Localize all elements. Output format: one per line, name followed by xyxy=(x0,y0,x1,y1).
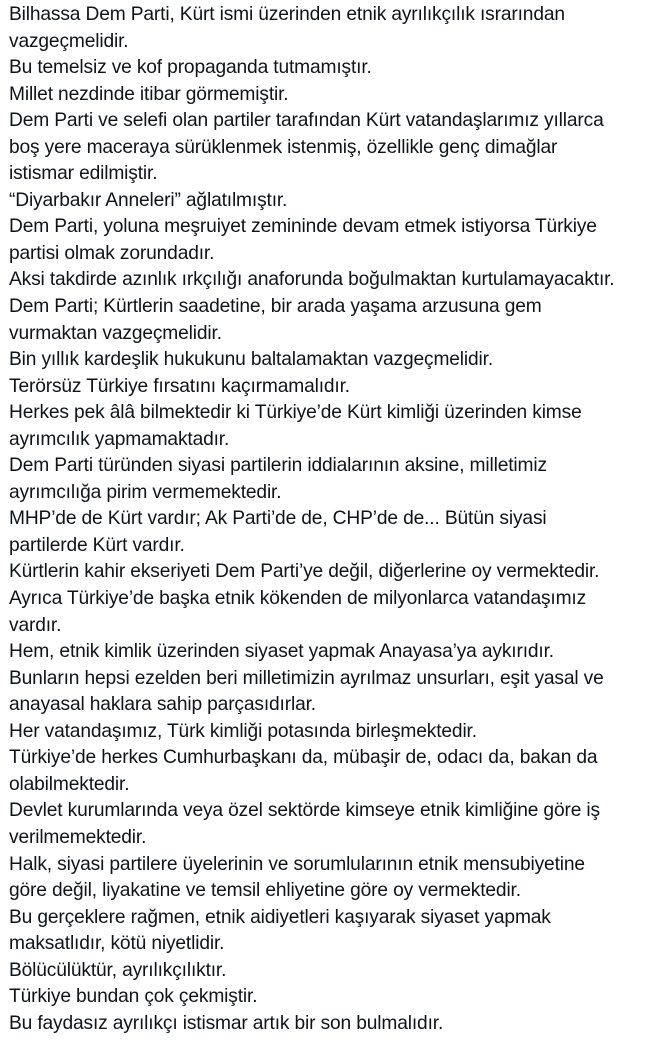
paragraph xyxy=(9,745,650,798)
text-line: Herkes pek âlâ bilmektedir ki Türkiye’de Kürt kimliği üzerinden kimse xyxy=(9,402,582,424)
paragraph xyxy=(9,2,650,55)
text-line: Bu temelsiz ve kof propaganda tutmamıştır. xyxy=(9,57,372,79)
text-line: verilmemektedir. xyxy=(9,826,147,848)
paragraph xyxy=(9,719,650,746)
text-line: Dem Parti, yoluna meşruiyet zemininde devam etmek istiyorsa Türkiye xyxy=(9,216,597,238)
text-line: Türkiye bundan çok çekmiştir. xyxy=(9,986,258,1008)
paragraph xyxy=(9,852,650,905)
text-line: olabilmektedir. xyxy=(9,773,130,795)
paragraph xyxy=(9,294,650,347)
paragraph xyxy=(9,958,650,985)
paragraph xyxy=(9,108,650,188)
text-line: boş yere maceraya sürüklenmek istenmiş, özellikle genç dimağlar xyxy=(9,136,558,158)
paragraph xyxy=(9,453,650,506)
text-line: ayrımcılık yapmamaktadır. xyxy=(9,428,230,450)
text-line: Her vatandaşımız, Türk kimliği potasında birleşmektedir. xyxy=(9,720,477,742)
paragraph xyxy=(9,506,650,559)
text-line: Bu faydasız ayrılıkçı istismar artık bir son bulmalıdır. xyxy=(9,1012,444,1034)
paragraph xyxy=(9,639,650,666)
text-line: anayasal haklara sahip parçasıdırlar. xyxy=(9,694,316,716)
text-line: Devlet kurumlarında veya özel sektörde kimseye etnik kimliğine göre iş xyxy=(9,800,600,822)
text-line: Türkiye’de herkes Cumhurbaşkanı da, mübaşir de, odacı da, bakan da xyxy=(9,747,598,769)
paragraph xyxy=(9,82,650,109)
text-line: istismar edilmiştir. xyxy=(9,163,158,185)
text-line: Bilhassa Dem Parti, Kürt ismi üzerinden etnik ayrılıkçılık ısrarından xyxy=(9,4,565,25)
text-line: Bu gerçeklere rağmen, etnik aidiyetleri kaşıyarak siyaset yapmak xyxy=(9,906,551,928)
text-line: partisi olmak zorundadır. xyxy=(9,242,215,264)
text-line: Terörsüz Türkiye fırsatını kaçırmamalıdır. xyxy=(9,375,350,397)
text-line: Kürtlerin kahir ekseriyeti Dem Parti’ye değil, diğerlerine oy vermektedir. xyxy=(9,561,600,583)
text-line: maksatlıdır, kötü niyetlidir. xyxy=(9,933,225,955)
paragraph xyxy=(9,984,650,1011)
text-line: Bin yıllık kardeşlik hukukunu baltalamaktan vazgeçmelidir. xyxy=(9,349,494,371)
text-line: Bölücülüktür, ayrılıkçılıktır. xyxy=(9,959,227,981)
text-line: Dem Parti türünden siyasi partilerin iddialarının aksine, milletimiz xyxy=(9,455,547,477)
paragraph xyxy=(9,214,650,267)
text-line: göre değil, liyakatine ve temsil ehliyetine göre oy vermektedir. xyxy=(9,880,521,902)
paragraph xyxy=(9,55,650,82)
text-line: Dem Parti; Kürtlerin saadetine, bir arada yaşama arzusuna gem xyxy=(9,296,542,318)
paragraph xyxy=(9,347,650,374)
text-line: vazgeçmelidir. xyxy=(9,30,129,52)
paragraph xyxy=(9,798,650,851)
paragraph xyxy=(9,905,650,958)
paragraph xyxy=(9,374,650,401)
text-line: Aksi takdirde azınlık ırkçılığı anaforunda boğulmaktan kurtulamayacaktır. xyxy=(9,269,615,291)
text-line: ayrımcılığa pirim vermemektedir. xyxy=(9,481,282,503)
paragraph xyxy=(9,559,650,586)
text-line: Millet nezdinde itibar görmemiştir. xyxy=(9,83,289,105)
paragraph xyxy=(9,188,650,215)
paragraph xyxy=(9,1011,650,1038)
paragraph xyxy=(9,666,650,719)
text-line: Dem Parti ve selefi olan partiler tarafından Kürt vatandaşlarımız yıllarca xyxy=(9,110,604,132)
text-line: “Diyarbakır Anneleri” ağlatılmıştır. xyxy=(9,189,288,211)
text-line: vardır. xyxy=(9,614,62,636)
text-line: Ayrıca Türkiye’de başka etnik kökenden de milyonlarca vatandaşımız xyxy=(9,588,587,610)
paragraph xyxy=(9,586,650,639)
text-line: vurmaktan vazgeçmelidir. xyxy=(9,322,222,344)
text-line: partilerde Kürt vardır. xyxy=(9,534,185,556)
text-line: Hem, etnik kimlik üzerinden siyaset yapmak Anayasa’ya aykırıdır. xyxy=(9,641,554,663)
paragraph xyxy=(9,267,650,294)
text-line: Bunların hepsi ezelden beri milletimizin ayrılmaz unsurları, eşit yasal ve xyxy=(9,667,604,689)
text-line: MHP’de de Kürt vardır; Ak Parti’de de, CHP’de de... Bütün siyasi xyxy=(9,508,547,530)
paragraph xyxy=(9,400,650,453)
text-line: Halk, siyasi partilere üyelerinin ve sorumlularının etnik mensubiyetine xyxy=(9,853,585,875)
